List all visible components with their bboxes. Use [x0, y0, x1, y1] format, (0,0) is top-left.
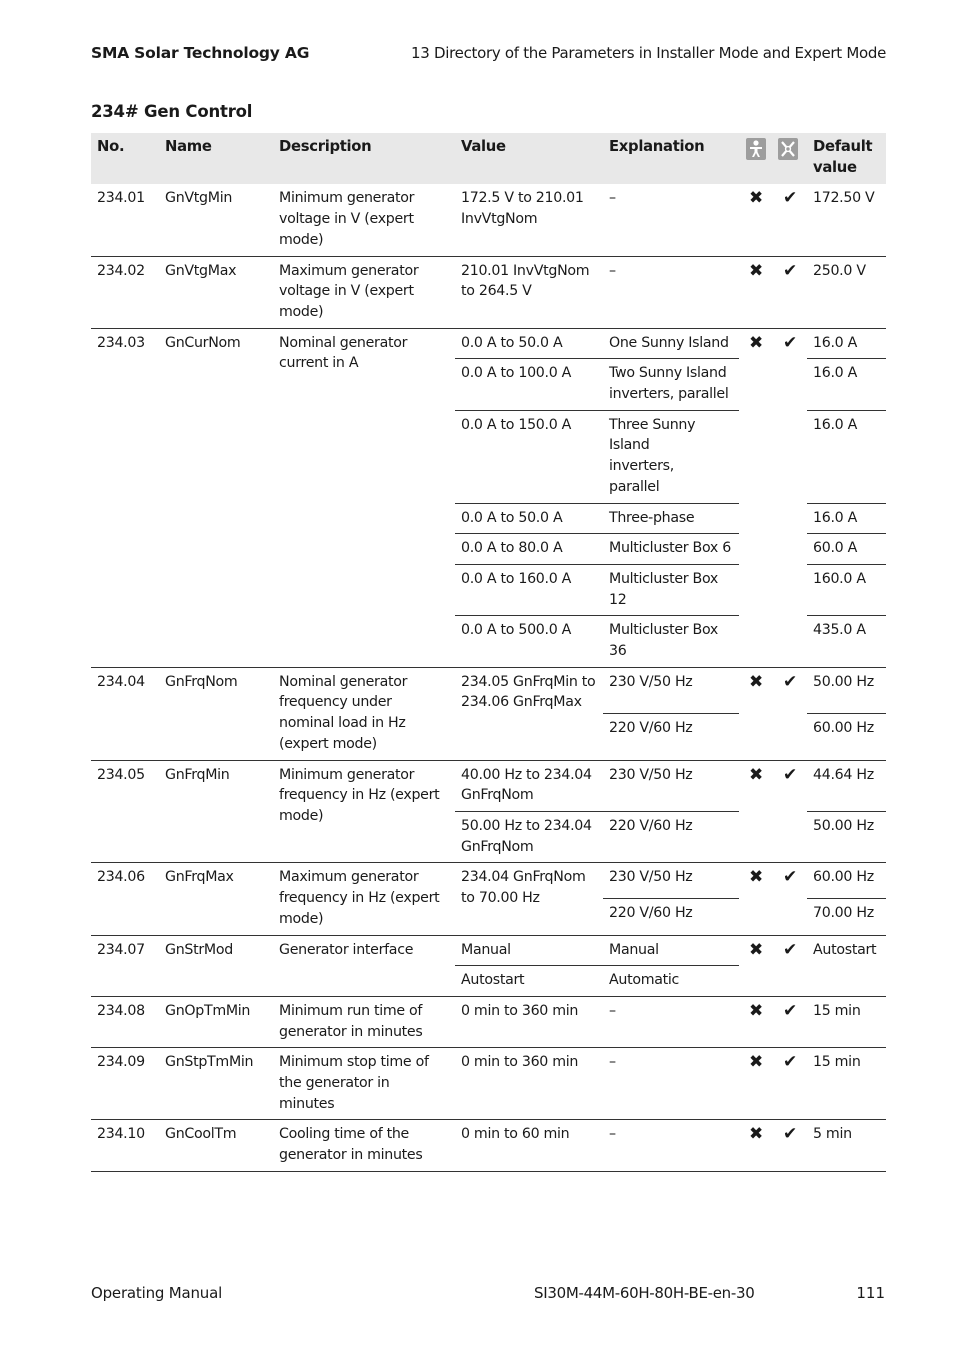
param-value: 0 min to 360 min — [455, 1048, 603, 1120]
explanation-text: Three Sunny Island inverters, parallel — [609, 416, 696, 495]
param-value: 50.00 Hz to 234.04 GnFrqNom — [455, 811, 603, 862]
param-name: GnFrqMax — [159, 863, 273, 935]
param-description: Maximum generator frequency in Hz (expert mode) — [273, 863, 455, 935]
param-value: 234.05 GnFrqMin to 234.06 GnFrqMax — [455, 667, 603, 760]
param-value: 234.04 GnFrqNom to 70.00 Hz — [455, 863, 603, 935]
param-description: Maximum generator voltage in V (expert mode) — [273, 256, 455, 328]
param-description: Minimum run time of generator in minutes — [273, 996, 455, 1047]
param-default: 250.0 V — [807, 256, 886, 328]
expert-check-icon: ✔ — [773, 1048, 807, 1120]
installer-cross-icon: ✖ — [739, 760, 773, 863]
param-explanation: – — [603, 1048, 739, 1120]
installer-cross-icon: ✖ — [739, 863, 773, 935]
param-default: 44.64 Hz — [807, 760, 886, 811]
param-explanation: – — [603, 996, 739, 1047]
param-default: 15 min — [807, 1048, 886, 1120]
table-row — [91, 328, 886, 359]
installer-mode-icon — [746, 138, 766, 160]
param-description: Minimum generator voltage in V (expert mode) — [273, 184, 455, 256]
param-description: Minimum stop time of the generator in minutes — [273, 1048, 455, 1120]
param-default: 60.00 Hz — [807, 714, 886, 760]
param-default: 435.0 A — [807, 616, 886, 667]
parameter-table — [91, 133, 886, 1172]
param-value: 210.01 InvVtgNom to 264.5 V — [455, 256, 603, 328]
param-default: 160.0 A — [807, 564, 886, 615]
param-default: 5 min — [807, 1120, 886, 1171]
param-explanation: 230 V/50 Hz — [603, 667, 739, 713]
installer-cross-icon: ✖ — [739, 328, 773, 667]
installer-cross-icon: ✖ — [739, 1048, 773, 1120]
param-value: 0.0 A to 50.0 A — [455, 503, 603, 534]
param-name: GnFrqNom — [159, 667, 273, 760]
param-name: GnVtgMax — [159, 256, 273, 328]
param-explanation: 230 V/50 Hz — [603, 863, 739, 899]
installer-cross-icon: ✖ — [739, 996, 773, 1047]
param-explanation — [603, 410, 739, 503]
installer-cross-icon: ✖ — [739, 184, 773, 256]
param-value: 0.0 A to 160.0 A — [455, 564, 603, 615]
param-value: 0.0 A to 150.0 A — [455, 410, 603, 503]
table-row — [91, 667, 886, 713]
table-row — [91, 256, 886, 328]
table-row — [91, 1120, 886, 1171]
table-row — [91, 184, 886, 256]
param-default: 60.00 Hz — [807, 863, 886, 899]
param-default: 15 min — [807, 996, 886, 1047]
param-explanation: – — [603, 1120, 739, 1171]
param-value: Autostart — [455, 966, 603, 997]
section-title: 234# Gen Control — [91, 102, 253, 121]
column-header-default: Default value — [807, 133, 886, 184]
chapter-title: 13 Directory of the Parameters in Installer Mode and Expert Mode — [411, 44, 886, 62]
param-value: 0 min to 360 min — [455, 996, 603, 1047]
expert-check-icon: ✔ — [773, 935, 807, 996]
installer-cross-icon: ✖ — [739, 256, 773, 328]
param-no: 234.10 — [91, 1120, 159, 1171]
table-row — [91, 996, 886, 1047]
expert-check-icon: ✔ — [773, 667, 807, 760]
param-default: 50.00 Hz — [807, 667, 886, 713]
column-header-value: Value — [455, 133, 603, 184]
expert-check-icon: ✔ — [773, 863, 807, 935]
param-default: 60.0 A — [807, 534, 886, 565]
param-name: GnOpTmMin — [159, 996, 273, 1047]
installer-cross-icon: ✖ — [739, 667, 773, 760]
param-explanation: Two Sunny Island inverters, parallel — [603, 359, 739, 410]
param-no: 234.06 — [91, 863, 159, 935]
footer-doc-id: SI30M-44M-60H-80H-BE-en-30 — [534, 1284, 755, 1302]
param-explanation: Multicluster Box 6 — [603, 534, 739, 565]
expert-check-icon: ✔ — [773, 1120, 807, 1171]
param-no: 234.04 — [91, 667, 159, 760]
installer-cross-icon: ✖ — [739, 1120, 773, 1171]
param-name: GnStrMod — [159, 935, 273, 996]
param-explanation: 220 V/60 Hz — [603, 811, 739, 862]
param-name: GnCoolTm — [159, 1120, 273, 1171]
company-name: SMA Solar Technology AG — [91, 44, 310, 62]
expert-check-icon: ✔ — [773, 328, 807, 667]
param-value: 40.00 Hz to 234.04 GnFrqNom — [455, 760, 603, 811]
param-explanation: Multicluster Box 12 — [603, 564, 739, 615]
param-explanation: Three-phase — [603, 503, 739, 534]
expert-mode-icon — [778, 138, 798, 160]
param-default: 16.0 A — [807, 328, 886, 359]
param-name: GnStpTmMin — [159, 1048, 273, 1120]
expert-check-icon: ✔ — [773, 996, 807, 1047]
param-default: 50.00 Hz — [807, 811, 886, 862]
param-value: Manual — [455, 935, 603, 966]
param-value: 172.5 V to 210.01 InvVtgNom — [455, 184, 603, 256]
column-header-explanation: Explanation — [603, 133, 739, 184]
column-header-no: No. — [91, 133, 159, 184]
expert-check-icon: ✔ — [773, 760, 807, 863]
param-default: Autostart — [807, 935, 886, 996]
param-default: 70.00 Hz — [807, 899, 886, 935]
param-default: 172.50 V — [807, 184, 886, 256]
param-explanation: One Sunny Island — [603, 328, 739, 359]
table-row — [91, 935, 886, 966]
installer-cross-icon: ✖ — [739, 935, 773, 996]
param-value: 0.0 A to 100.0 A — [455, 359, 603, 410]
column-header-description: Description — [273, 133, 455, 184]
param-default: 16.0 A — [807, 359, 886, 410]
page-number: 111 — [856, 1284, 885, 1302]
column-header-name: Name — [159, 133, 273, 184]
param-explanation: – — [603, 184, 739, 256]
param-explanation: Automatic — [603, 966, 739, 997]
param-no: 234.08 — [91, 996, 159, 1047]
param-no: 234.02 — [91, 256, 159, 328]
column-header-expert — [773, 133, 807, 184]
table-row — [91, 760, 886, 811]
param-no: 234.09 — [91, 1048, 159, 1120]
param-name: GnFrqMin — [159, 760, 273, 863]
param-explanation: 220 V/60 Hz — [603, 899, 739, 935]
param-description: Minimum generator frequency in Hz (expert mode) — [273, 760, 455, 863]
param-value: 0.0 A to 50.0 A — [455, 328, 603, 359]
param-default: 16.0 A — [807, 410, 886, 503]
param-no: 234.03 — [91, 328, 159, 667]
param-explanation: 230 V/50 Hz — [603, 760, 739, 811]
param-description: Nominal generator current in A — [273, 328, 455, 667]
param-explanation: 220 V/60 Hz — [603, 714, 739, 760]
table-row — [91, 863, 886, 899]
expert-check-icon: ✔ — [773, 256, 807, 328]
param-no: 234.07 — [91, 935, 159, 996]
param-no: 234.05 — [91, 760, 159, 863]
param-description: Generator interface — [273, 935, 455, 996]
param-explanation: Manual — [603, 935, 739, 966]
table-row — [91, 1048, 886, 1120]
param-explanation: Multicluster Box 36 — [603, 616, 739, 667]
param-default: 16.0 A — [807, 503, 886, 534]
param-value: 0 min to 60 min — [455, 1120, 603, 1171]
param-name: GnVtgMin — [159, 184, 273, 256]
table-header-row — [91, 133, 886, 184]
param-explanation: – — [603, 256, 739, 328]
footer-manual: Operating Manual — [91, 1284, 223, 1302]
param-description: Cooling time of the generator in minutes — [273, 1120, 455, 1171]
param-name: GnCurNom — [159, 328, 273, 667]
param-value: 0.0 A to 80.0 A — [455, 534, 603, 565]
param-description: Nominal generator frequency under nominal load in Hz (expert mode) — [273, 667, 455, 760]
param-no: 234.01 — [91, 184, 159, 256]
column-header-installer — [739, 133, 773, 184]
expert-check-icon: ✔ — [773, 184, 807, 256]
param-value: 0.0 A to 500.0 A — [455, 616, 603, 667]
